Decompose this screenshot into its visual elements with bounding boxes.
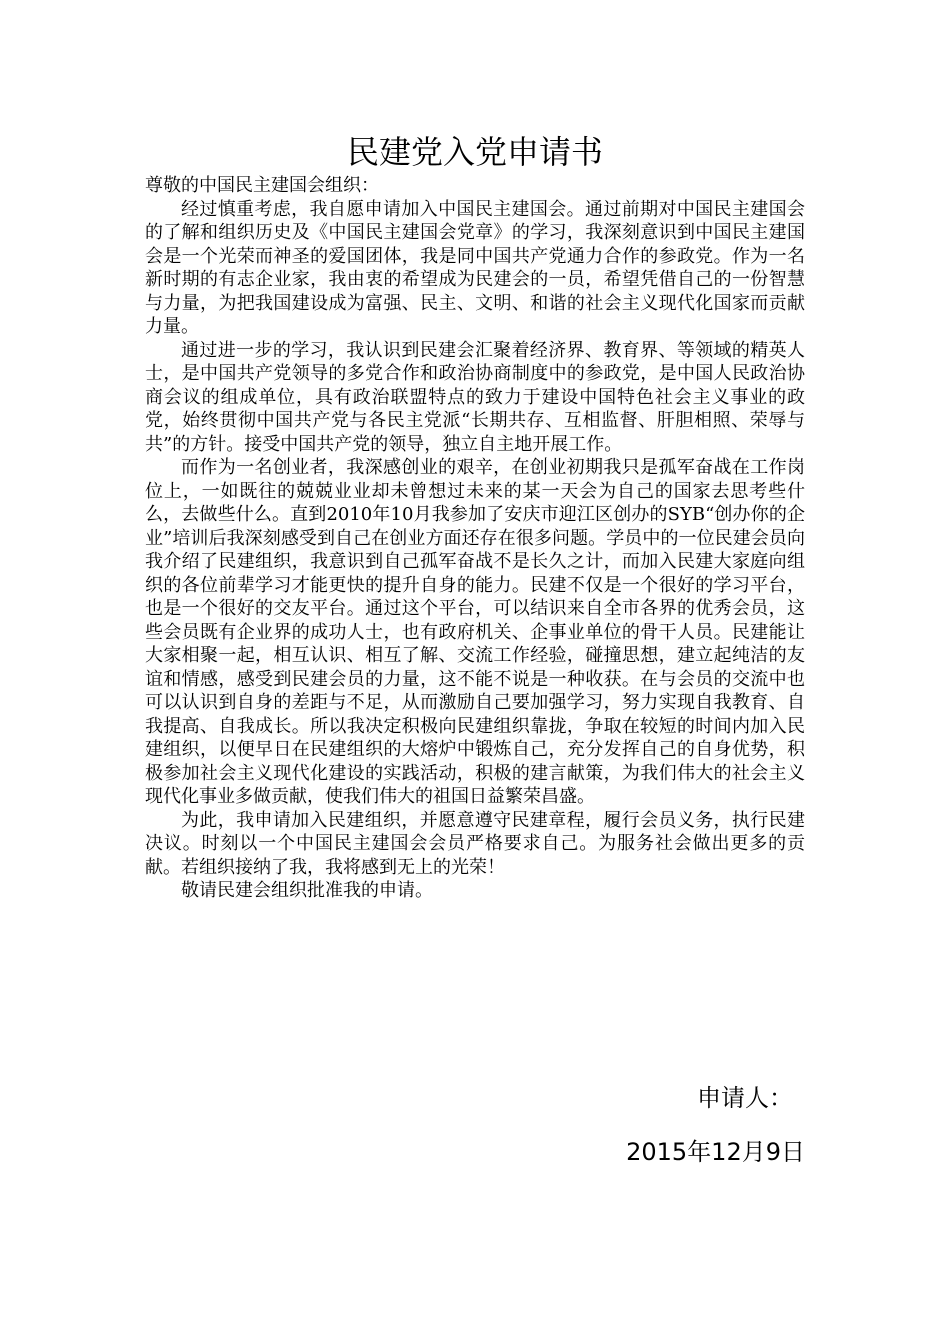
paragraph-4: 为此，我申请加入民建组织，并愿意遵守民建章程，履行会员义务，执行民建决议。时刻以一个中国民主建国会会员严格要求自己。为服务社会做出更多的贡献。若组织接纳了我，我将感到无上的光荣！ — [145, 809, 805, 878]
document-title: 民建党入党申请书 — [346, 133, 603, 171]
paragraph-2: 通过进一步的学习，我认识到民建会汇聚着经济界、教育界、等领域的精英人士，是中国共产党领导的多党合作和政治协商制度中的参政党，是中国人民政治协商会议的组成单位，具有政治联盟特点的致力于建设中国特色社会主义事业的政党，始终贯彻中国共产党与各民主党派“长期共存、互相监督、肝胆相照、荣辱与共”的方针。接受中国共产党的领导，独立自主地开展工作。 — [145, 339, 805, 455]
signature-block — [405, 1078, 805, 1172]
document-body — [145, 174, 805, 903]
applicant-label: 申请人： — [697, 1084, 793, 1112]
paragraph-3: 而作为一名创业者，我深感创业的艰辛，在创业初期我只是孤军奋战在工作岗位上，一如既往的兢兢业业却未曾想过未来的某一天会为自己的国家去思考些什么，去做些什么。直到2010年10月我参加了安庆市迎江区创办的SYB“创办你的企业”培训后我深刻感受到自己在创业方面还存在很多问题。学员中的一位民建会员向我介绍了民建组织，我意识到自己孤军奋战不是长久之计，而加入民建大家庭向组织的各位前辈学习才能更快的提升自身的能力。民建不仅是一个很好的学习平台，也是一个很好的交友平台。通过这个平台，可以结识来自全市各界的优秀会员，这些会员既有企业界的成功人士，也有政府机关、企事业单位的骨干人员。民建能让大家相聚一起，相互认识、相互了解、交流工作经验，碰撞思想，建立起纯洁的友谊和情感，感受到民建会员的力量，这不能不说是一种收获。在与会员的交流中也可以认识到自身的差距与不足，从而激励自己要加强学习，努力实现自我教育、自我提高、自我成长。所以我决定积极向民建组织靠拢，争取在较短的时间内加入民建组织，以便早日在民建组织的大熔炉中锻炼自己，充分发挥自己的自身优势，积极参加社会主义现代化建设的实践活动，积极的建言献策，为我们伟大的社会主义现代化事业多做贡献，使我们伟大的祖国日益繁荣昌盛。 — [145, 457, 805, 807]
application-date: 2015年12月9日 — [626, 1138, 805, 1166]
closing-request: 敬请民建会组织批准我的申请。 — [181, 880, 433, 901]
salutation: 尊敬的中国民主建国会组织： — [145, 175, 379, 196]
paragraph-1: 经过慎重考虑，我自愿申请加入中国民主建国会。通过前期对中国民主建国会的了解和组织历史及《中国民主建国会党章》的学习，我深刻意识到中国民主建国会是一个光荣而神圣的爱国团体，我是同中国共产党通力合作的参政党。作为一名新时期的有志企业家，我由衷的希望成为民建会的一员，希望凭借自己的一份智慧与力量，为把我国建设成为富强、民主、文明、和谐的社会主义现代化国家而贡献力量。 — [145, 198, 805, 337]
